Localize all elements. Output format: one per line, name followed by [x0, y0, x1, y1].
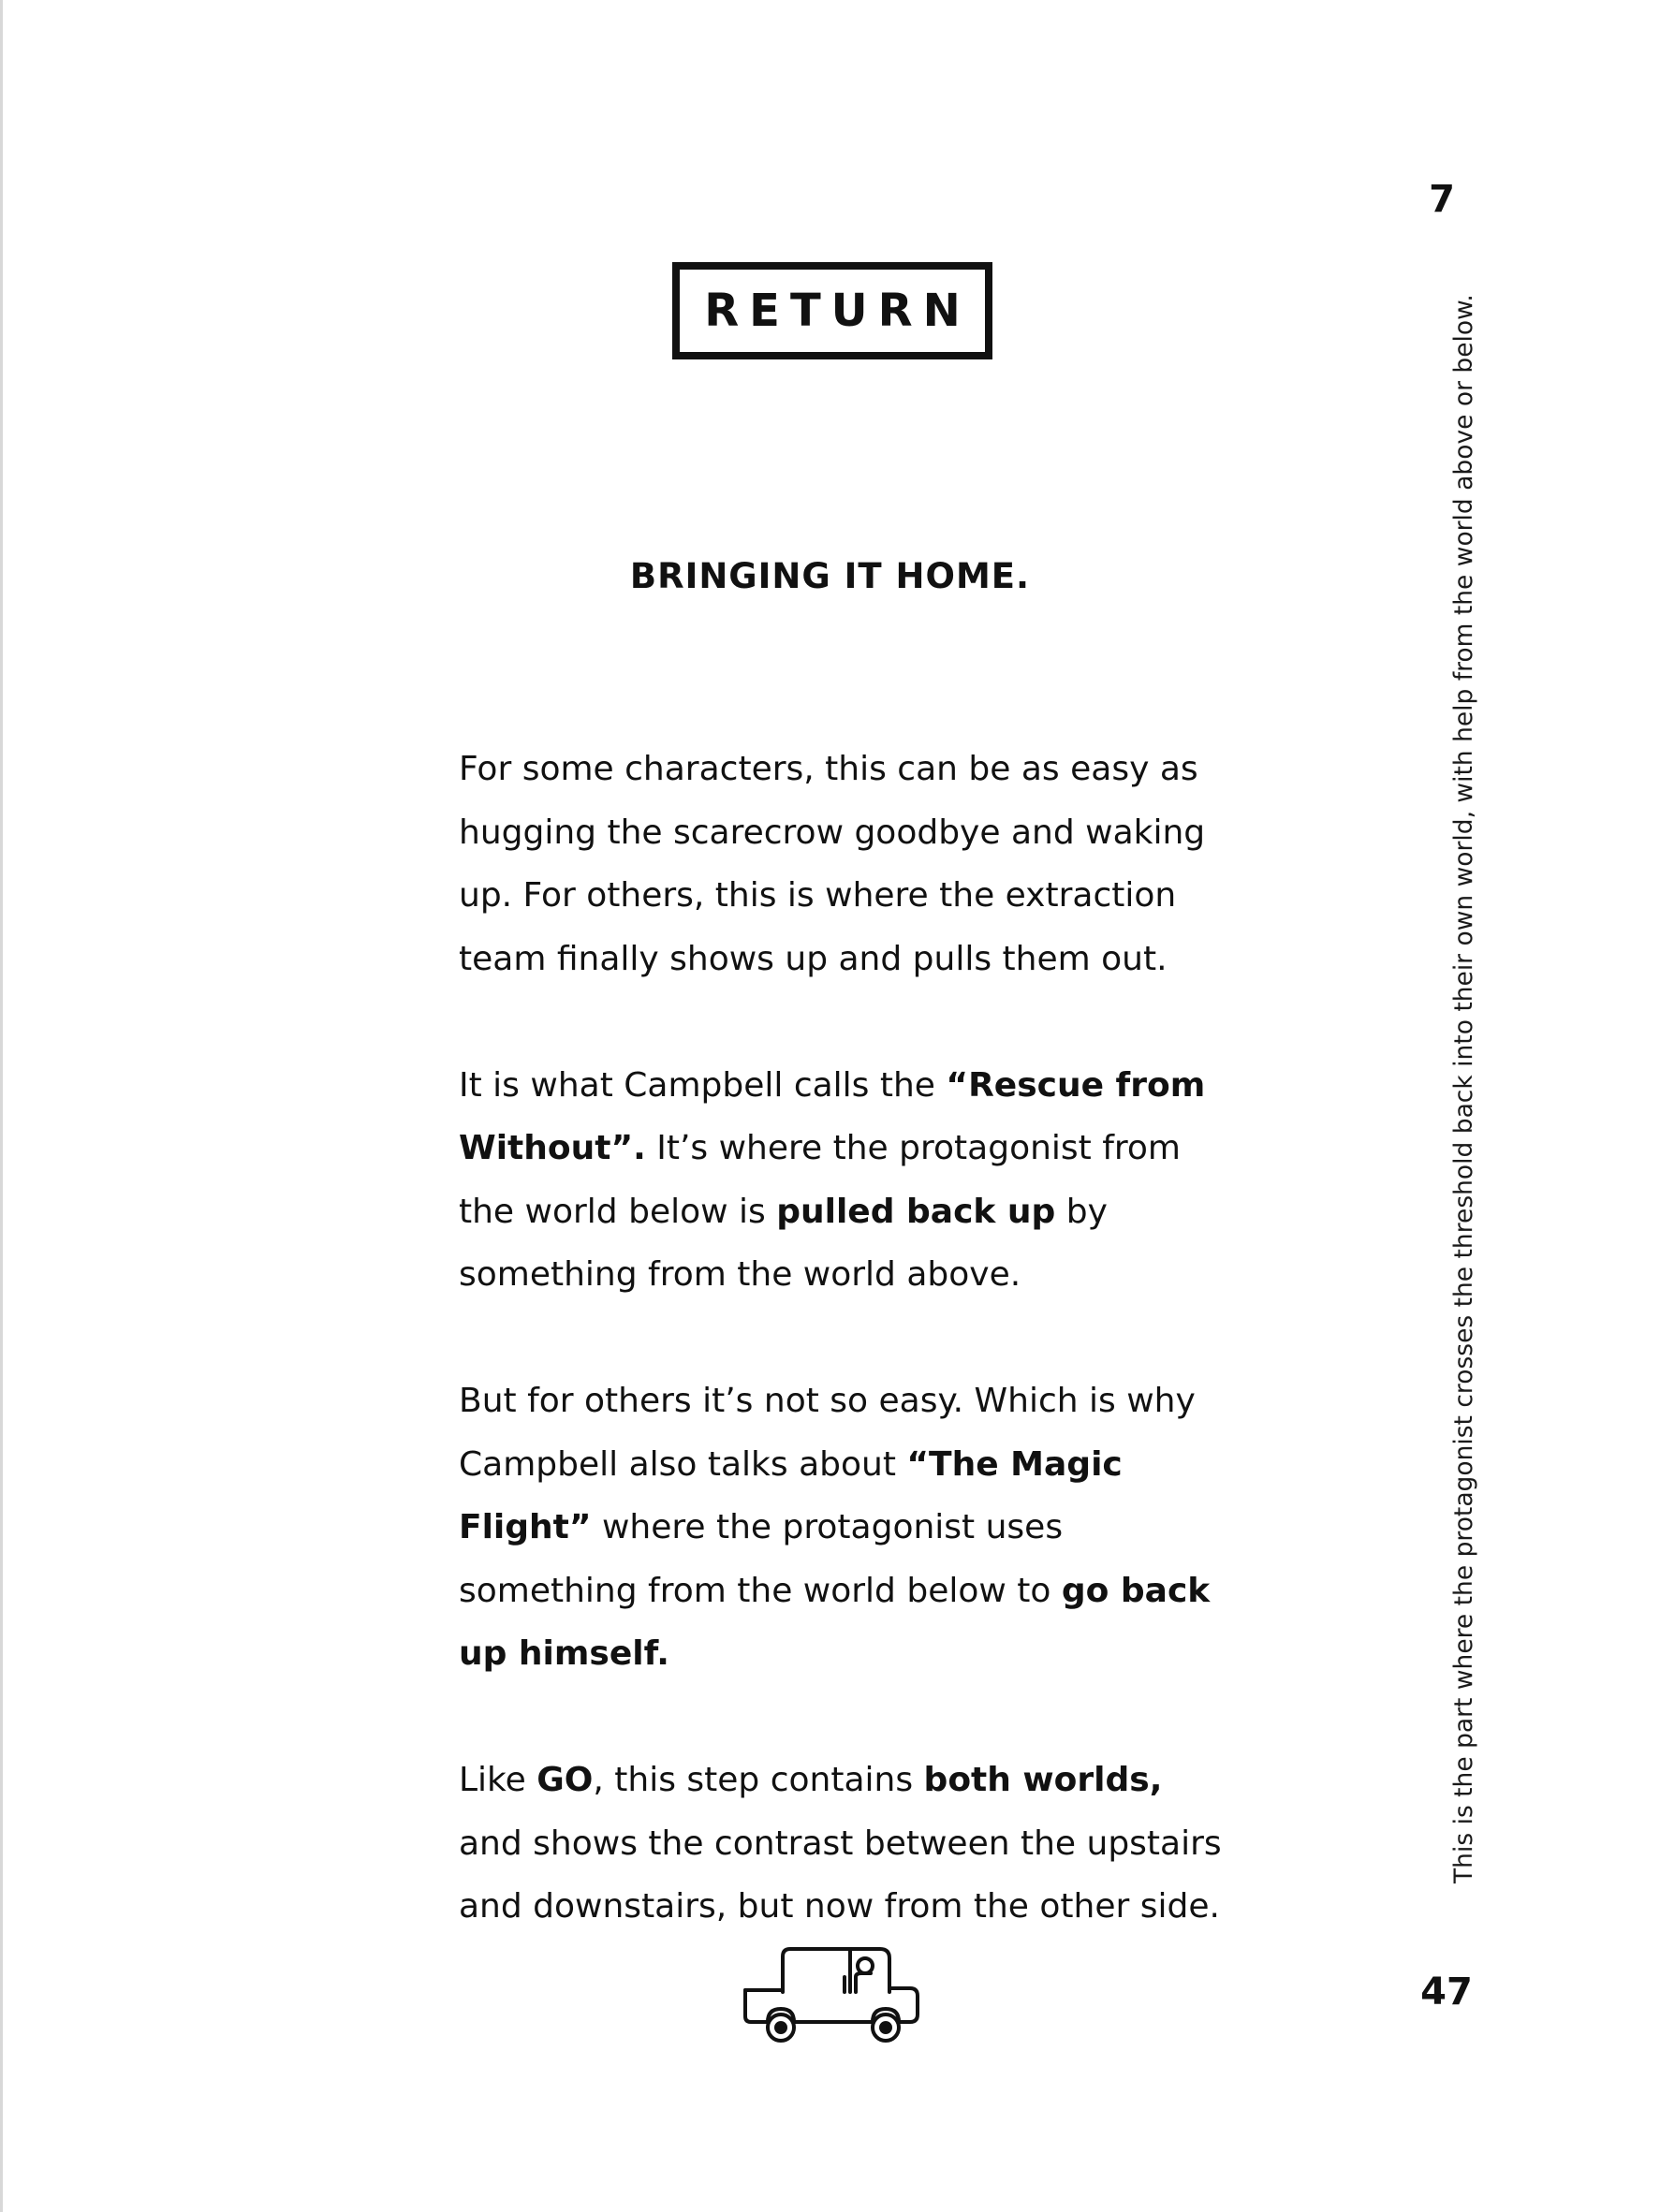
emphasis-text: “Rescue from Without”.: [459, 1065, 1206, 1167]
truck-with-driver-icon: [740, 1936, 927, 2048]
paragraph: [459, 1370, 1236, 1686]
text-segment: , this step contains: [593, 1761, 924, 1799]
emphasis-text: go back up himself.: [459, 1571, 1211, 1673]
page-edge: [0, 0, 3, 2212]
side-note: This is the part where the protagonist crosses the threshold back into their own world, with help from the world above or below.: [1449, 294, 1478, 1883]
text-segment: It’s where the protagonist from the world below is: [459, 1129, 1181, 1231]
text-segment: But for others it’s not so easy. Which is why Campbell also talks about: [459, 1382, 1196, 1484]
emphasis-text: GO: [536, 1761, 594, 1799]
text-segment: Like: [459, 1761, 537, 1799]
body-text: [459, 738, 1236, 2001]
page-title: RETURN: [704, 285, 971, 337]
chapter-number: 7: [1429, 178, 1455, 221]
emphasis-text: both worlds,: [923, 1761, 1163, 1799]
paragraph: [459, 1749, 1236, 1939]
emphasis-text: “The Magic Flight”: [459, 1444, 1123, 1546]
emphasis-text: pulled back up: [776, 1192, 1056, 1231]
text-segment: where the protagonist uses something from the world below to: [459, 1508, 1064, 1610]
title-box: [672, 262, 992, 359]
paragraph: [459, 1054, 1236, 1307]
text-segment: by something from the world above.: [459, 1192, 1108, 1294]
page-subtitle: BRINGING IT HOME.: [629, 556, 1031, 596]
page-number: 47: [1420, 1970, 1473, 2014]
text-segment: and shows the contrast between the upstairs and downstairs, but now from the other side.: [459, 1824, 1222, 1926]
paragraph: [459, 738, 1236, 990]
text-segment: For some characters, this can be as easy as hugging the scarecrow goodbye and waking up. For others, this is where the extraction team finally shows up and pulls them out.: [459, 750, 1206, 978]
text-segment: It is what Campbell calls the: [459, 1065, 947, 1105]
